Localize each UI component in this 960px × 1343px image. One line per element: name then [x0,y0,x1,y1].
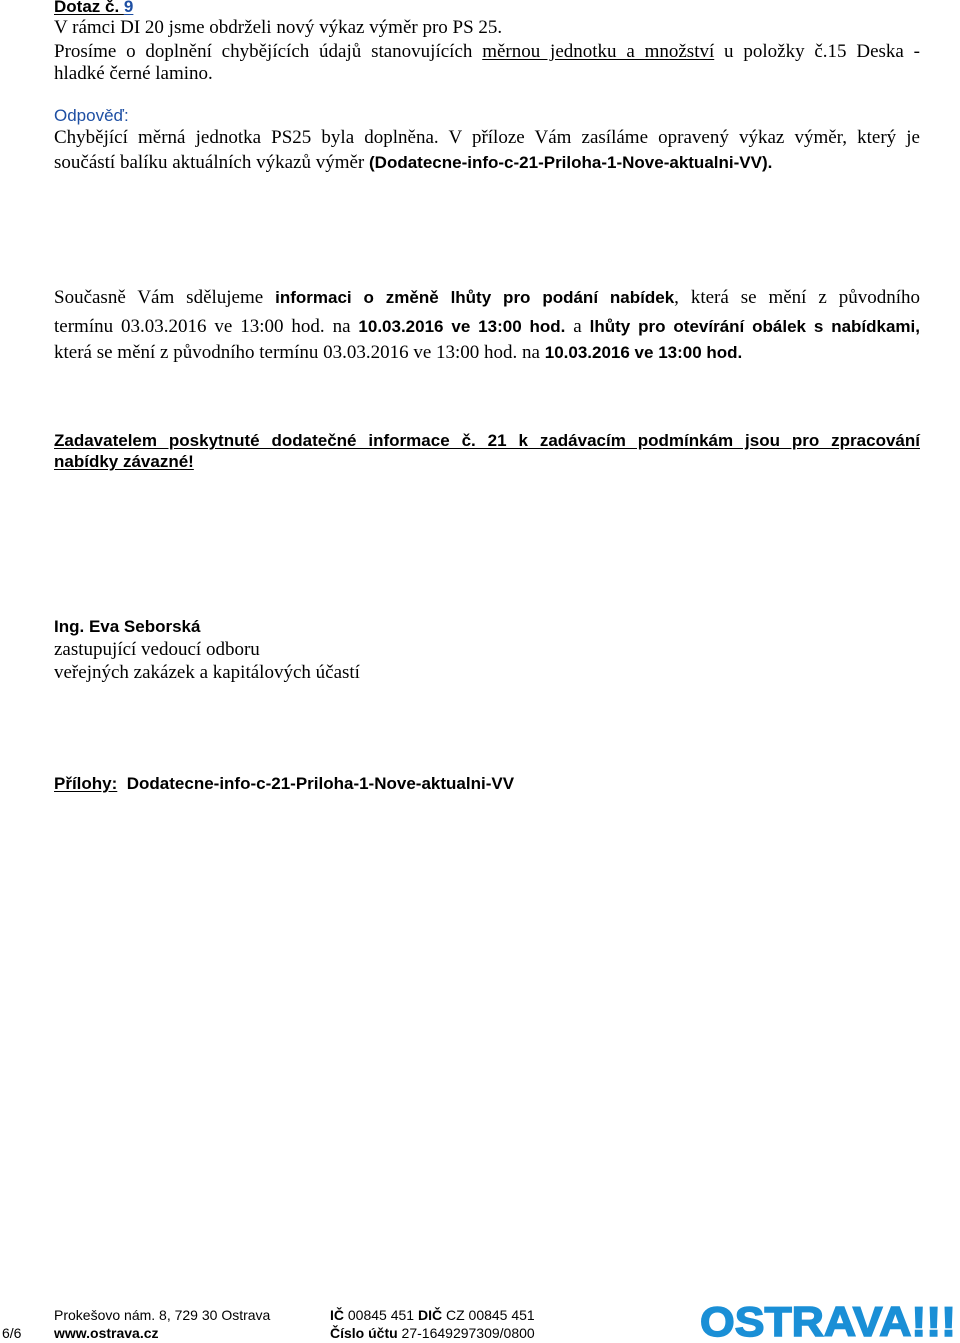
answer-line-1: Chybějící měrná jednotka PS25 byla doplněna. V příloze Vám zasíláme opravený výkaz výměr, který je [54,127,920,148]
question-line-2-underlined: měrnou jednotku a množství [482,41,715,62]
footer-ic-label: IČ [330,1307,344,1323]
notice-line-2-a: termínu 03.03.2016 ve 13:00 hod. na [54,316,359,337]
footer-ids [330,1307,535,1323]
notice-line-3 [54,342,742,364]
binding-line-1: Zadavatelem poskytnuté dodatečné informace č. 21 k zadávacím podmínkám jsou pro zpracování [54,431,920,450]
ostrava-logo [700,1300,958,1340]
question-line-2 [54,41,920,63]
notice-line-1 [54,287,920,309]
attachments-value: Dodatecne-info-c-21-Priloha-1-Nove-aktualni-VV [126,774,515,793]
ostrava-logo-graphic [700,1300,958,1340]
ostrava-logo-text: OSTRAVA!!! [700,1300,956,1340]
notice-line-1-c: , která se mění z původního [674,287,920,308]
footer-account-label: Číslo účtu [330,1325,398,1341]
footer-web-link[interactable]: www.ostrava.cz [54,1325,159,1341]
question-line-3: hladké černé lamino. [54,63,213,84]
signatory-name: Ing. Eva Seborská [54,617,201,636]
notice-line-3-a: která se mění z původního termínu 03.03.2016 ve 13:00 hod. na [54,342,545,363]
question-heading [54,0,133,17]
notice-opening-deadline: lhůty pro otevírání obálek s nabídkami, [589,317,920,336]
notice-deadline-change: informaci o změně lhůty pro podání nabídek [275,288,675,307]
notice-new-deadline: 10.03.2016 ve 13:00 hod. [358,317,566,336]
answer-line-2-a: součástí balíku aktuálních výkazů výměr [54,152,369,173]
attachments [54,774,514,794]
footer-account-value: 27-1649297309/0800 [397,1325,535,1341]
notice-line-2 [54,316,920,338]
page-number: 6/6 [2,1325,22,1341]
footer-dic-label: DIČ [417,1307,443,1323]
notice-line-2-c: a [565,316,590,337]
answer-heading: Odpověď: [54,106,129,125]
notice-line-1-a: Současně Vám sdělujeme [54,287,276,308]
signatory-role-2: veřejných zakázek a kapitálových účastí [54,662,360,683]
question-line-2-a: Prosíme o doplnění chybějících údajů stanovujících [54,41,483,62]
question-line-2-b: u položky č.15 Deska - [714,41,920,62]
footer-dic-value: CZ 00845 451 [442,1307,535,1323]
question-line-1: V rámci DI 20 jsme obdrželi nový výkaz výměr pro PS 25. [54,17,503,38]
attachments-label: Přílohy: [54,774,118,793]
footer-address: Prokešovo nám. 8, 729 30 Ostrava [54,1307,271,1323]
signatory-role-1: zastupující vedoucí odboru [54,639,260,660]
answer-line-2 [54,152,772,174]
footer-account [330,1325,535,1341]
question-number: 9 [123,0,134,16]
binding-line-2: nabídky závazné! [54,452,194,471]
question-heading-label: Dotaz č. [54,0,124,16]
footer-ic-value: 00845 451 [344,1307,418,1323]
notice-new-opening-deadline: 10.03.2016 ve 13:00 hod. [544,343,743,362]
answer-file-reference: (Dodatecne-info-c-21-Priloha-1-Nove-aktualni-VV). [369,153,773,172]
